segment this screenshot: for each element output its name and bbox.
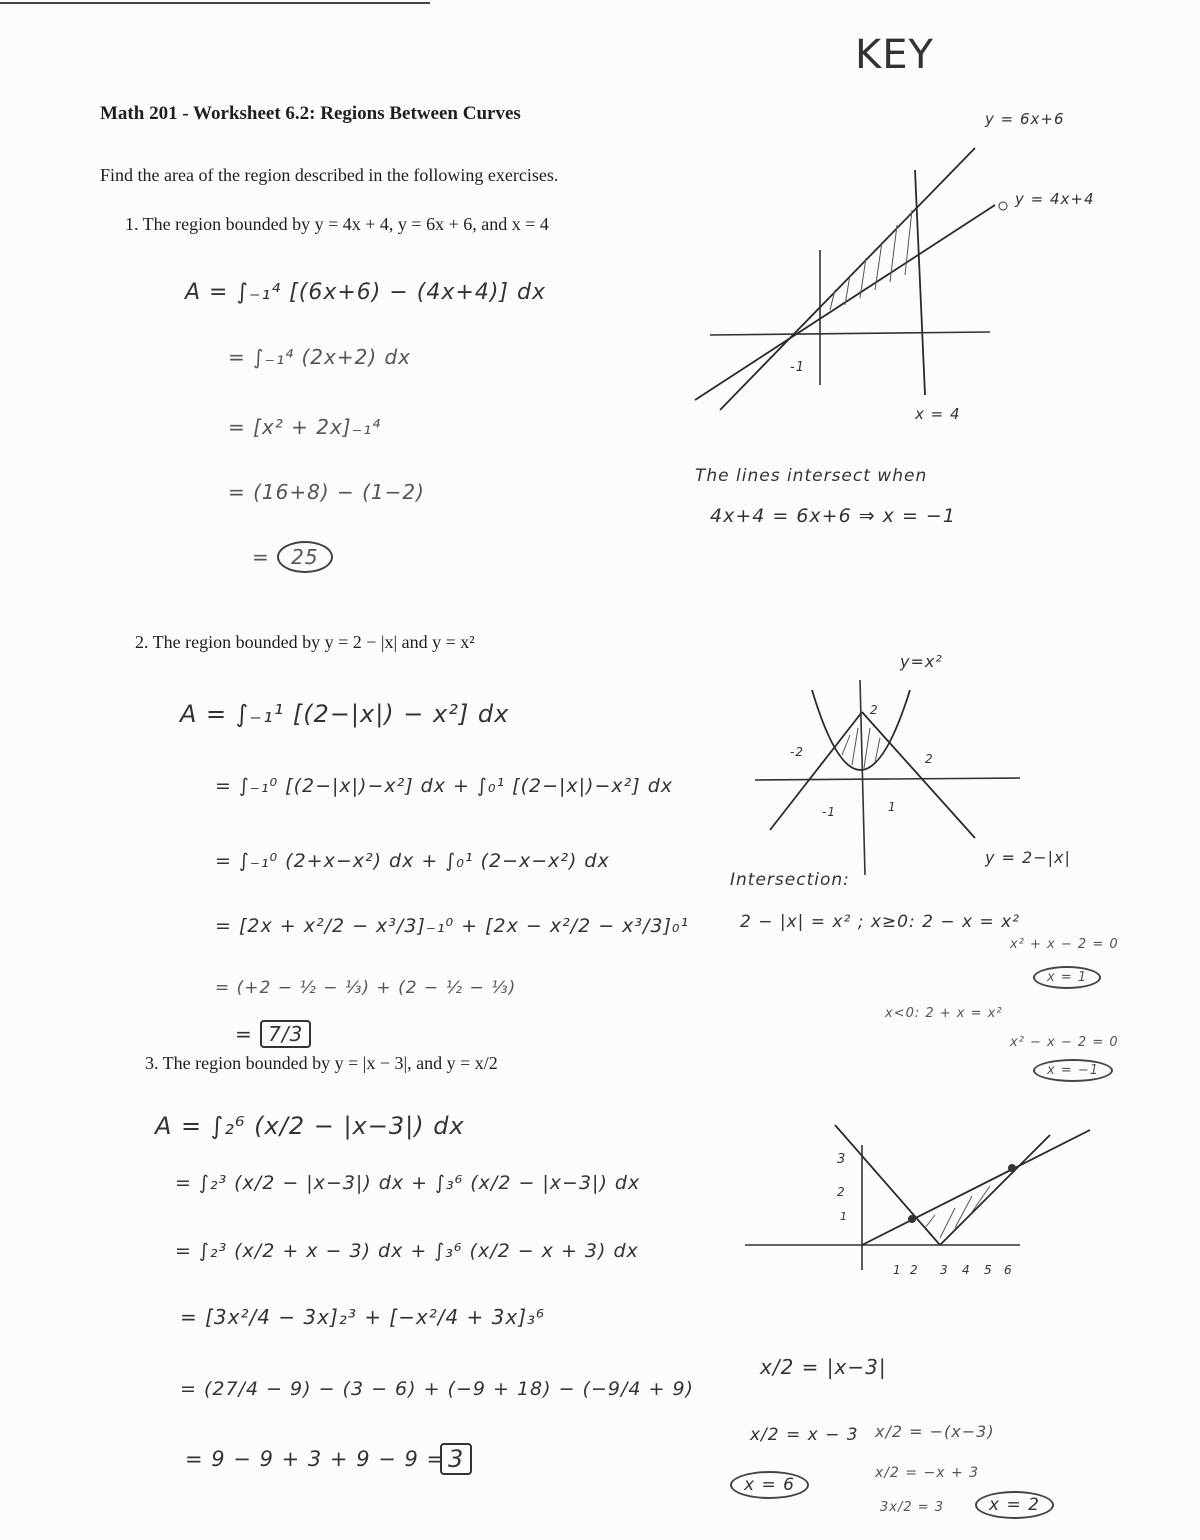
problem-3-note xyxy=(730,1475,809,1495)
problem-3-note: 3x/2 = 3 xyxy=(880,1500,945,1515)
graph1-label-x4: x = 4 xyxy=(915,405,961,423)
graph2-abs-left xyxy=(770,712,862,830)
problem-2-note: Intersection: xyxy=(730,870,850,890)
problem-3-note: x/2 = x − 3 xyxy=(750,1425,859,1445)
graph3-tick-x3: 3 xyxy=(940,1263,949,1277)
problem-2-answer: = 7/3 xyxy=(235,1022,311,1046)
problem-2-note: x<0: 2 + x = x² xyxy=(885,1006,1003,1021)
graph3-shaded-region xyxy=(925,1186,990,1238)
graph3-line-half xyxy=(862,1130,1090,1245)
graph-1 xyxy=(695,148,1007,410)
graph1-point xyxy=(999,202,1007,210)
problem-1-answer-value: 25 xyxy=(277,541,332,573)
problem-2-answer-value: 7/3 xyxy=(260,1020,311,1048)
problem-1-work-line: = [x² + 2x]₋₁⁴ xyxy=(228,415,382,439)
problem-3-work-line: = [3x²/4 − 3x]₂³ + [−x²/4 + 3x]₃⁶ xyxy=(180,1305,546,1329)
problem-2-note: 2 − |x| = x² ; x≥0: 2 − x = x² xyxy=(740,912,1020,932)
graph2-y-axis xyxy=(860,680,865,875)
problem-3-root-2: x = 2 xyxy=(975,1491,1054,1519)
problem-3-root-6: x = 6 xyxy=(730,1471,809,1499)
graph2-label-parabola: y=x² xyxy=(900,652,943,671)
problem-2-work-line: = [2x + x²/2 − x³/3]₋₁⁰ + [2x − x²/2 − x³/3]₀¹ xyxy=(215,915,690,937)
graph3-tick-x4: 4 xyxy=(962,1263,971,1277)
graph1-label-4x4: y = 4x+4 xyxy=(1015,190,1095,208)
graph1-label-6x6: y = 6x+6 xyxy=(985,110,1065,128)
problem-2-work-line: = ∫₋₁⁰ (2+x−x²) dx + ∫₀¹ (2−x−x²) dx xyxy=(215,850,610,872)
problem-2-note: x² − x − 2 = 0 xyxy=(1010,1035,1119,1050)
graph3-tick-x5: 5 xyxy=(984,1263,993,1277)
graph3-tick-x6: 6 xyxy=(1004,1263,1013,1277)
graph3-tick-y1: 1 xyxy=(840,1210,848,1223)
graph2-label-abs: y = 2−|x| xyxy=(985,848,1071,867)
problem-3-answer-value: 3 xyxy=(440,1443,472,1475)
graph3-abs-right xyxy=(940,1135,1050,1245)
graph2-tick-neg2: -2 xyxy=(790,745,804,759)
problem-2-note xyxy=(1033,1063,1113,1078)
problem-1-work-line: = ∫₋₁⁴ (2x+2) dx xyxy=(228,345,412,369)
problem-3-note: x/2 = −x + 3 xyxy=(875,1465,980,1481)
graph3-tick-y2: 2 xyxy=(837,1185,846,1199)
problem-3-work-line: = ∫₂³ (x/2 − |x−3|) dx + ∫₃⁶ (x/2 − |x−3|) dx xyxy=(175,1172,641,1194)
graph2-tick-neg1: -1 xyxy=(822,805,836,819)
problem-2-root-neg: x = −1 xyxy=(1033,1059,1113,1082)
instructions: Find the area of the region described in the following exercises. xyxy=(100,165,559,185)
graph2-x-axis xyxy=(755,778,1020,780)
problem-2-note: x² + x − 2 = 0 xyxy=(1010,937,1119,952)
problem-3-answer xyxy=(440,1445,472,1473)
problem-3-work-line: = 9 − 9 + 3 + 9 − 9 = xyxy=(185,1447,446,1471)
graph2-abs-right xyxy=(862,712,975,838)
problem-2-work-line: A = ∫₋₁¹ [(2−|x|) − x²] dx xyxy=(180,700,510,728)
problem-2-work-line: = ∫₋₁⁰ [(2−|x|)−x²] dx + ∫₀¹ [(2−|x|)−x²] dx xyxy=(215,775,673,797)
graph-3 xyxy=(745,1125,1090,1270)
graph-2 xyxy=(755,680,1020,875)
problem-1-note: The lines intersect when xyxy=(695,466,928,486)
problem-2-root-pos: x = 1 xyxy=(1033,966,1101,989)
graph2-tick-2: 2 xyxy=(925,752,934,766)
graph1-tick-neg1: -1 xyxy=(790,360,805,375)
problem-3-statement: 3. The region bounded by y = |x − 3|, and y = x/2 xyxy=(145,1053,498,1073)
graph1-x-axis xyxy=(710,332,990,335)
graph3-tick-x2: 2 xyxy=(910,1263,919,1277)
problem-3-work-line: = (27/4 − 9) − (3 − 6) + (−9 + 18) − (−9/4 + 9) xyxy=(180,1378,694,1400)
problem-3-note: x/2 = |x−3| xyxy=(760,1355,887,1379)
problem-3-note: x/2 = −(x−3) xyxy=(875,1422,995,1441)
problem-1-note: 4x+4 = 6x+6 ⇒ x = −1 xyxy=(710,505,956,527)
problem-3-work-line: = ∫₂³ (x/2 + x − 3) dx + ∫₃⁶ (x/2 − x + 3) dx xyxy=(175,1240,639,1262)
graph3-point-2 xyxy=(908,1215,916,1223)
problem-2-statement: 2. The region bounded by y = 2 − |x| and y = x² xyxy=(135,632,475,652)
graph2-tick-1: 1 xyxy=(888,800,897,814)
graph1-line-6x6 xyxy=(720,148,975,410)
problem-1-work-line: = (16+8) − (1−2) xyxy=(228,480,425,504)
problem-3-work-line: A = ∫₂⁶ (x/2 − |x−3|) dx xyxy=(155,1112,465,1140)
problem-1-answer: = 25 xyxy=(252,545,333,569)
problem-2-note xyxy=(1033,970,1101,985)
graph3-point-6 xyxy=(1008,1164,1016,1172)
graph3-abs-left xyxy=(835,1125,940,1245)
graph3-tick-y3: 3 xyxy=(837,1152,847,1167)
problem-1-statement: 1. The region bounded by y = 4x + 4, y = 6x + 6, and x = 4 xyxy=(125,214,549,234)
graph2-tick-y2: 2 xyxy=(870,703,879,717)
graph3-tick-x1: 1 xyxy=(893,1263,902,1277)
key-label: KEY xyxy=(855,32,934,78)
problem-3-note xyxy=(975,1495,1054,1515)
problem-2-work-line: = (+2 − ½ − ⅓) + (2 − ½ − ⅓) xyxy=(215,978,517,998)
problem-1-work-line: A = ∫₋₁⁴ [(6x+6) − (4x+4)] dx xyxy=(185,280,546,305)
worksheet-title: Math 201 - Worksheet 6.2: Regions Between Curves xyxy=(100,103,521,124)
